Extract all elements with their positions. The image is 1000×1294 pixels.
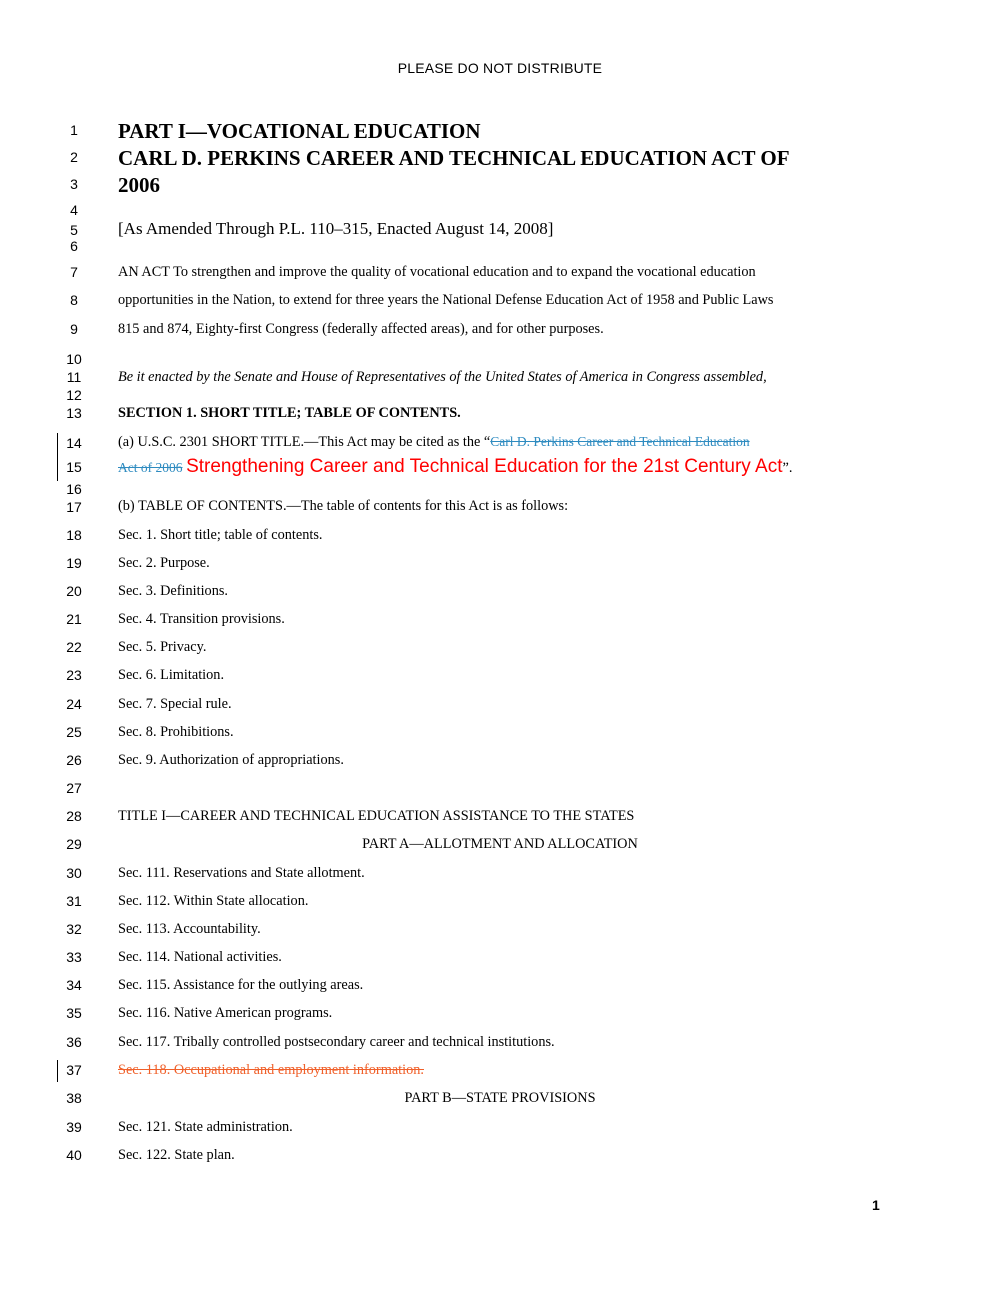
an-act-line: 815 and 874, Eighty-first Congress (federally affected areas), and for other purposes.: [118, 321, 604, 337]
line-number: 3: [70, 176, 78, 192]
line-number: 15: [66, 459, 82, 475]
line-number: 16: [66, 481, 82, 497]
line-number: 12: [66, 387, 82, 403]
line-number: 7: [70, 264, 78, 280]
deleted-text: Act of 2006: [118, 460, 183, 475]
toc-item: Sec. 115. Assistance for the outlying areas.: [118, 977, 364, 993]
line-number: 4: [70, 202, 78, 218]
line-number: 8: [70, 292, 78, 308]
part-b-label: PART B—STATE PROVISIONS: [404, 1090, 596, 1106]
line-number: 6: [70, 238, 78, 254]
toc-intro: (b) TABLE OF CONTENTS.—The table of contents for this Act is as follows:: [118, 498, 569, 514]
line-number: 20: [66, 583, 82, 599]
inserted-text: Strengthening Career and Technical Education for the 21st Century Act: [186, 456, 783, 477]
short-title-line: [118, 455, 878, 480]
line-number: 36: [66, 1034, 82, 1050]
change-bar: [57, 1060, 58, 1082]
an-act-line: AN ACT To strengthen and improve the quality of vocational education and to expand the vocational education: [118, 264, 756, 280]
line-number: 26: [66, 752, 82, 768]
toc-item: Sec. 5. Privacy.: [118, 639, 207, 655]
short-title-prefix: (a) U.S.C. 2301 SHORT TITLE.—This Act may be cited as the “: [118, 434, 491, 450]
toc-item: Sec. 7. Special rule.: [118, 696, 232, 712]
toc-item: Sec. 2. Purpose.: [118, 555, 210, 571]
deleted-text: Sec. 118. Occupational and employment information.: [118, 1062, 424, 1078]
line-number: 32: [66, 921, 82, 937]
line-number: 35: [66, 1005, 82, 1021]
toc-item: Sec. 116. Native American programs.: [118, 1005, 333, 1021]
line-number: 10: [66, 351, 82, 367]
line-number: 34: [66, 977, 82, 993]
part-title: PART I—VOCATIONAL EDUCATION: [118, 119, 481, 143]
toc-item: Sec. 1. Short title; table of contents.: [118, 527, 323, 543]
line-number: 31: [66, 893, 82, 909]
line-number: 27: [66, 780, 82, 796]
line-number: 1: [70, 122, 78, 138]
toc-item: Sec. 8. Prohibitions.: [118, 724, 234, 740]
act-title: CARL D. PERKINS CAREER AND TECHNICAL EDUCATION ACT OF: [118, 146, 790, 170]
change-bar: [57, 433, 58, 481]
deleted-text: Carl D. Perkins Career and Technical Education: [490, 434, 750, 449]
toc-item: Sec. 112. Within State allocation.: [118, 893, 309, 909]
line-number: 39: [66, 1119, 82, 1135]
toc-item: Sec. 121. State administration.: [118, 1119, 293, 1135]
line-number: 28: [66, 808, 82, 824]
line-number: 19: [66, 555, 82, 571]
line-number: 17: [66, 499, 82, 515]
line-number: 37: [66, 1062, 82, 1078]
line-number: 18: [66, 527, 82, 543]
title-i-heading: TITLE I—CAREER AND TECHNICAL EDUCATION ASSISTANCE TO THE STATES: [118, 808, 635, 824]
toc-item: Sec. 113. Accountability.: [118, 921, 261, 937]
line-number: 23: [66, 667, 82, 683]
section-heading: SECTION 1. SHORT TITLE; TABLE OF CONTENTS.: [118, 405, 461, 421]
part-a-heading: PART A—ALLOTMENT AND ALLOCATION: [362, 836, 638, 852]
short-title-line: [118, 433, 878, 451]
toc-item: Sec. 117. Tribally controlled postsecondary career and technical institutions.: [118, 1034, 555, 1050]
act-title-year: 2006: [118, 173, 160, 197]
line-number: 25: [66, 724, 82, 740]
line-number: 9: [70, 321, 78, 337]
toc-item: Sec. 3. Definitions.: [118, 583, 228, 599]
an-act-line: opportunities in the Nation, to extend for three years the National Defense Education Act of 1958 and Public Laws: [118, 292, 774, 308]
page-header: PLEASE DO NOT DISTRIBUTE: [397, 60, 603, 76]
line-number: 33: [66, 949, 82, 965]
line-number: 13: [66, 405, 82, 421]
line-number: 5: [70, 222, 78, 238]
toc-item: Sec. 114. National activities.: [118, 949, 282, 965]
line-number: 21: [66, 611, 82, 627]
amended-note: [As Amended Through P.L. 110–315, Enacted August 14, 2008]: [118, 219, 554, 238]
toc-item: Sec. 122. State plan.: [118, 1147, 235, 1163]
line-number: 38: [66, 1090, 82, 1106]
page-number: 1: [872, 1197, 880, 1213]
line-number: 30: [66, 865, 82, 881]
line-number: 40: [66, 1147, 82, 1163]
line-number: 11: [66, 369, 82, 385]
line-number: 22: [66, 639, 82, 655]
line-number: 24: [66, 696, 82, 712]
line-number: 2: [70, 149, 78, 165]
toc-item: Sec. 4. Transition provisions.: [118, 611, 285, 627]
toc-item: Sec. 9. Authorization of appropriations.: [118, 752, 344, 768]
short-title-suffix: ”.: [782, 460, 793, 476]
toc-item: Sec. 6. Limitation.: [118, 667, 225, 683]
line-number: 14: [66, 435, 82, 451]
part-b-heading: [0, 1089, 1000, 1107]
toc-item: Sec. 111. Reservations and State allotment.: [118, 865, 365, 881]
deleted-toc-item: [118, 1061, 878, 1079]
line-number: 29: [66, 836, 82, 852]
enacting-clause: Be it enacted by the Senate and House of Representatives of the United States of America in Congress assembled,: [118, 369, 767, 385]
